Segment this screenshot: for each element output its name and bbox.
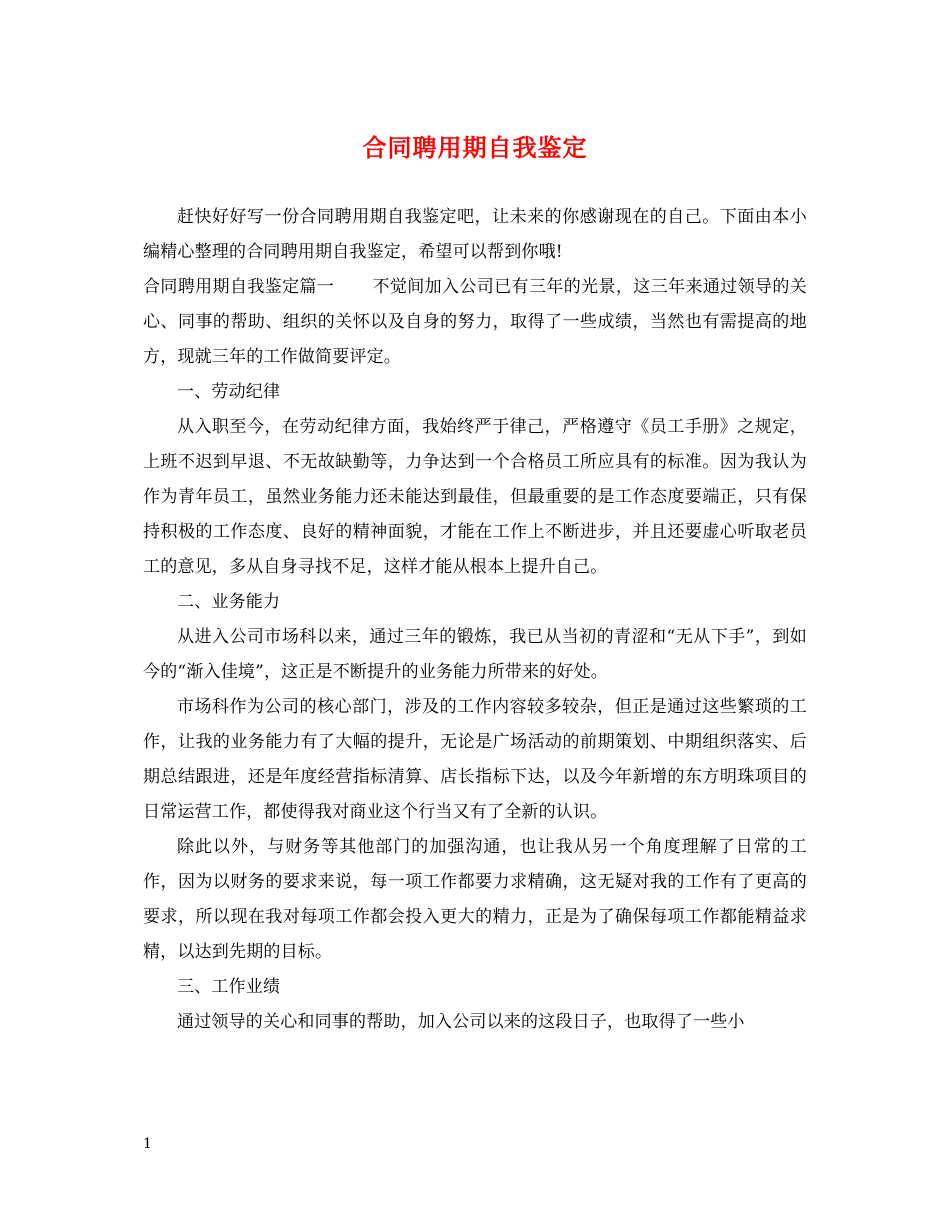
heading-labor-discipline: 一、劳动纪律 bbox=[177, 382, 281, 402]
paragraph-business-ability-2: 市场科作为公司的核心部门，涉及的工作内容较多较杂，但正是通过这些繁琐的工作，让我的业务能力有了大幅的提升，无论是广场活动的前期策划、中期组织落实、后期总结跟进，还是年度经营指标清算、店长指标下达，以及今年新增的东方明珠项目的日常运营工作，都使得我对商业这个行当又有了全新的认识。 bbox=[143, 697, 807, 822]
paragraph-labor-discipline: 从入职至今，在劳动纪律方面，我始终严于律己，严格遵守《员工手册》之规定，上班不迟到早退、不无故缺勤等，力争达到一个合格员工所应具有的标准。因为我认为作为青年员工，虽然业务能力还未能达到最佳，但最重要的是工作态度要端正，只有保持积极的工作态度、良好的精神面貌，才能在工作上不断进步，并且还要虚心听取老员工的意见，多从自身寻找不足，这样才能从根本上提升自己。 bbox=[143, 417, 807, 577]
paragraph-business-ability-3: 除此以外，与财务等其他部门的加强沟通，也让我从另一个角度理解了日常的工作，因为以财务的要求来说，每一项工作都要力求精确，这无疑对我的工作有了更高的要求，所以现在我对每项工作都会投入更大的精力，正是为了确保每项工作都能精益求精，以达到先期的目标。 bbox=[143, 837, 807, 962]
page-number: 1 bbox=[143, 1136, 152, 1152]
section-text: 不觉间加入公司已有三年的光景，这三年来通过领导的关心、同事的帮助、组织的关怀以及自身的努力，取得了一些成绩，当然也有需提高的地方，现就三年的工作做简要评定。 bbox=[143, 277, 808, 367]
paragraph-work-performance: 通过领导的关心和同事的帮助，加入公司以来的这段日子，也取得了一些小 bbox=[177, 1012, 745, 1032]
heading-business-ability: 二、业务能力 bbox=[177, 592, 281, 612]
section-paragraph bbox=[143, 270, 807, 375]
document-title: 合同聘用期自我鉴定 bbox=[362, 133, 588, 162]
intro-paragraph: 赶快好好写一份合同聘用期自我鉴定吧，让未来的你感谢现在的自己。下面由本小编精心整理的合同聘用期自我鉴定，希望可以帮到你哦! bbox=[143, 207, 807, 262]
section-label: 合同聘用期自我鉴定篇一 bbox=[143, 277, 335, 297]
paragraph-business-ability-1: 从进入公司市场科以来，通过三年的锻炼，我已从当初的青涩和“无从下手”，到如今的“渐入佳境”，这正是不断提升的业务能力所带来的好处。 bbox=[143, 627, 807, 682]
heading-work-performance: 三、工作业绩 bbox=[177, 977, 281, 997]
document-body bbox=[143, 200, 807, 1040]
